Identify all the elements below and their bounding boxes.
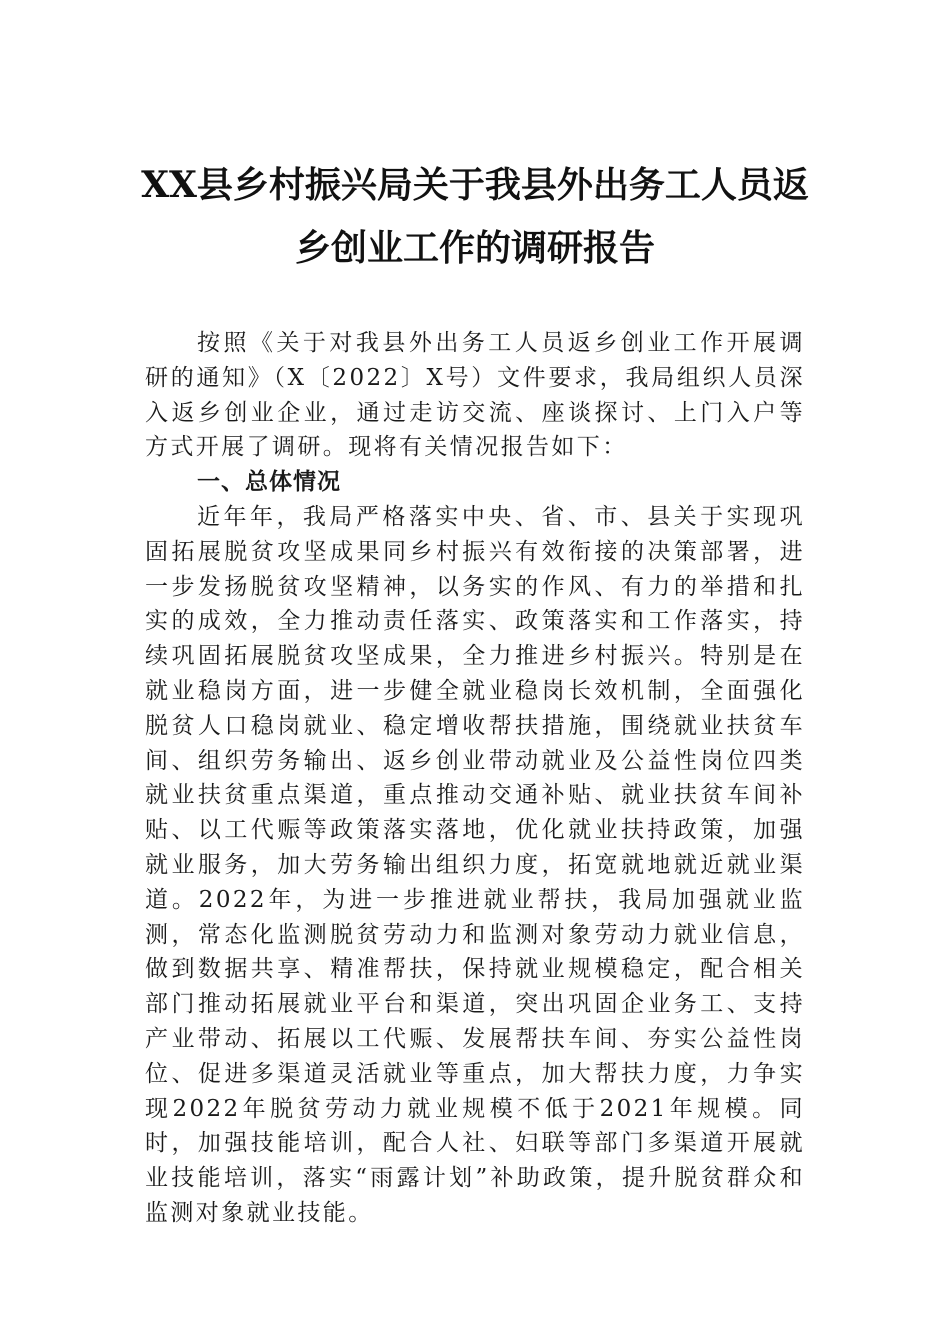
section-overview-paragraph: 近年年，我局严格落实中央、省、市、县关于实现巩固拓展脱贫攻坚成果同乡村振兴有效衔接的决策部署，进一步发扬脱贫攻坚精神，以务实的作风、有力的举措和扎实的成效，全力推动责任落实、政策落实和工作落实，持续巩固拓展脱贫攻坚成果，全力推进乡村振兴。特别是在就业稳岗方面，进一步健全就业稳岗长效机制，全面强化脱贫人口稳岗就业、稳定增收帮扶措施，围绕就业扶贫车间、组织劳务输出、返乡创业带动就业及公益性岗位四类就业扶贫重点渠道，重点推动交通补贴、就业扶贫车间补贴、以工代赈等政策落实落地，优化就业扶持政策，加强就业服务，加大劳务输出组织力度，拓宽就地就近就业渠道。2022年，为进一步推进就业帮扶，我局加强就业监测，常态化监测脱贫劳动力和监测对象劳动力就业信息，做到数据共享、精准帮扶，保持就业规模稳定，配合相关部门推动拓展就业平台和渠道，突出巩固企业务工、支持产业带动、拓展以工代赈、发展帮扶车间、夯实公益性岗位、促进多渠道灵活就业等重点，加大帮扶力度，力争实现2022年脱贫劳动力就业规模不低于2021年规模。同时，加强技能培训，配合人社、妇联等部门多渠道开展就业技能培训，落实“雨露计划”补助政策，提升脱贫群众和监测对象就业技能。: [145, 503, 805, 1226]
document-title-line1: XX县乡村振兴局关于我县外出务工人员返: [141, 164, 809, 206]
section-heading-overview: 一、总体情况: [197, 469, 341, 496]
document-body: [145, 326, 805, 1231]
intro-paragraph: 按照《关于对我县外出务工人员返乡创业工作开展调研的通知》（X〔2022〕X号）文件要求，我局组织人员深入返乡创业企业，通过走访交流、座谈探讨、上门入户等方式开展了调研。现将有关情况报告如下：: [145, 330, 805, 461]
document-title-line2: 乡创业工作的调研报告: [294, 227, 655, 269]
